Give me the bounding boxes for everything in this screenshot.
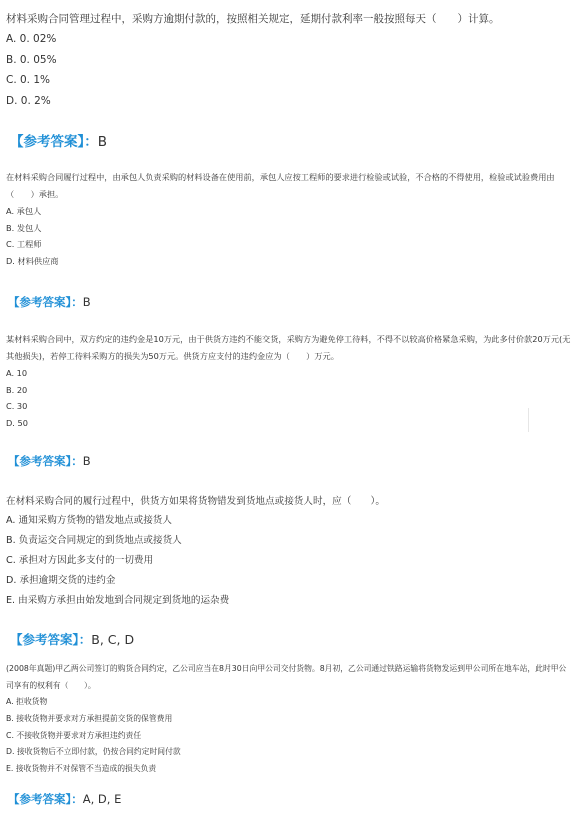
answer-label: 【参考答案】： [8, 454, 83, 468]
option-b: B. 20 [6, 384, 28, 395]
answer-4 [10, 630, 134, 648]
divider [528, 408, 529, 432]
option-d: D. 50 [6, 417, 28, 428]
option-c: C. 0. 1% [6, 74, 51, 86]
option-a: A. 承包人 [6, 206, 42, 216]
answer-value: A, D, E [82, 792, 122, 806]
option-a: A. 10 [6, 368, 28, 378]
answer-label: 【参考答案】： [10, 632, 92, 647]
question-stem: (2008年真题)甲乙两公司签订的购货合同约定，乙公司应当在8月30日向甲公司交付货物。8月初，乙公司通过铁路运输将货物发运到甲公司所在地车站，此时甲公司享有的权利有（ ）。 [6, 664, 567, 690]
question-stem: 材料采购合同管理过程中，采购方逾期付款的，按照相关规定，延期付款利率一般按照每天（ ）计算。 [6, 13, 500, 25]
option-c: C. 不接收货物并要求对方承担违约责任 [6, 730, 142, 740]
answer-3 [8, 453, 91, 469]
answer-2 [8, 294, 91, 310]
answer-5 [8, 791, 121, 807]
option-a: A. 0. 02% [6, 33, 57, 45]
option-b: B. 0. 05% [6, 53, 57, 66]
option-a: A. 通知采购方货物的错发地点或接货人 [6, 515, 172, 526]
option-d: D. 0. 2% [6, 94, 51, 107]
option-c: C. 30 [6, 401, 28, 412]
option-d: D. 材料供应商 [6, 256, 59, 267]
question-stem: 某材料采购合同中，双方约定的违约金是10万元，由于供货方违约不能交货，采购方为避免停工待料，不得不以较高价格紧急采购，为此多付价款20万元(无其他损失)，若停工待料采购方的损失为50万元。供货方应支付的违约金应为（ ）万元。 [6, 334, 571, 361]
option-b: B. 发包人 [6, 222, 42, 233]
answer-label: 【参考答案】： [8, 295, 83, 309]
question-stem: 在材料采购合同的履行过程中，供货方如果将货物错发到货地点或接货人时，应（ ）。 [6, 496, 385, 507]
question-3 [6, 331, 572, 431]
option-d: D. 接收货物后不立即付款，仍按合同约定时间付款 [6, 747, 181, 757]
answer-value: B [97, 134, 108, 150]
option-d: D. 承担逾期交货的违约金 [6, 575, 116, 586]
answer-value: B [82, 295, 91, 309]
answer-value: B, C, D [91, 632, 135, 647]
option-b: B. 负责运交合同规定的到货地点或接货人 [6, 535, 182, 546]
answer-label: 【参考答案】： [10, 134, 98, 150]
answer-1 [10, 130, 107, 150]
answer-value: B [82, 454, 91, 468]
answer-label: 【参考答案】： [8, 792, 83, 806]
option-e: E. 由采购方承担由始发地到合同规定到货地的运杂费 [6, 595, 230, 606]
question-2 [6, 169, 572, 270]
question-4 [6, 493, 572, 611]
option-c: C. 工程师 [6, 239, 42, 250]
option-a: A. 拒收货物 [6, 697, 48, 706]
option-c: C. 承担对方因此多支付的一切费用 [6, 555, 154, 566]
question-1 [6, 9, 572, 111]
option-e: E. 接收货物并不对保管不当造成的损失负责 [6, 764, 157, 774]
question-stem: 在材料采购合同履行过程中，由承包人负责采购的材料设备在使用前，承包人应按工程师的要求进行检验或试验，不合格的不得使用，检验或试验费用由（ ）承担。 [6, 172, 555, 199]
option-b: B. 接收货物并要求对方承担提前交货的保管费用 [6, 713, 173, 723]
question-5 [6, 661, 572, 778]
